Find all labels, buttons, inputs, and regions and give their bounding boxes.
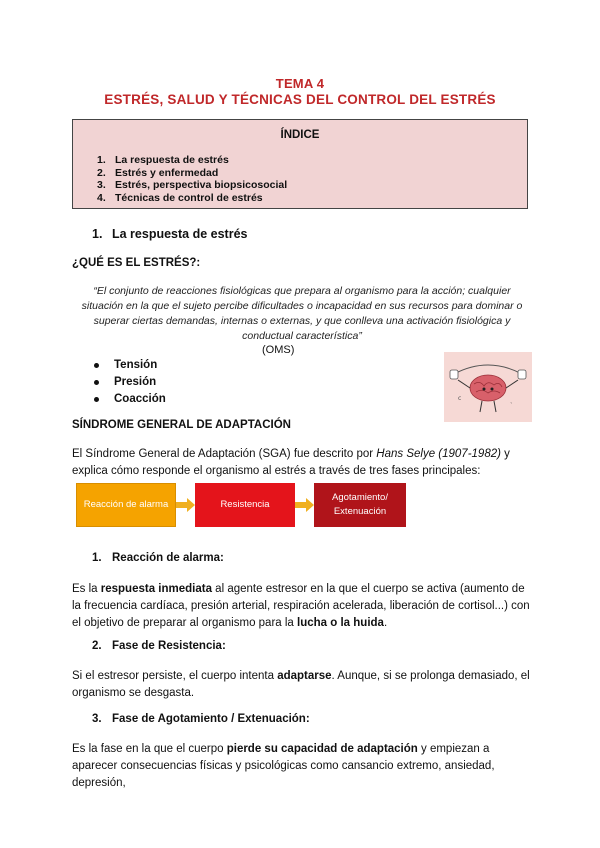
tema-label: TEMA 4 (275, 76, 325, 91)
section-heading: 1. La respuesta de estrés (92, 227, 248, 241)
phase-heading: 2. Fase de Resistencia: (92, 640, 226, 652)
svg-text:ˎ: ˎ (510, 397, 513, 404)
phase-description: Es la respuesta inmediata al agente estresor en la que el cuerpo se activa (aumento de la frecuencia cardíaca, presión arterial, respiración acelerada, liberación de cortisol...) con el objetivo de preparar al organismo para la lucha o la huida. (72, 583, 530, 629)
sga-intro: El Síndrome General de Adaptación (SGA) fue descrito por Hans Selye (1907-1982) y explica cómo responde el organismo al estrés a través de tres fases principales: (72, 448, 510, 477)
question-heading: ¿QUÉ ES EL ESTRÉS?: (72, 257, 201, 269)
list-item: Tensión (92, 357, 166, 374)
quote-source: (OMS) (262, 344, 295, 356)
page-title: ESTRÉS, SALUD Y TÉCNICAS DEL CONTROL DEL ESTRÉS (104, 92, 496, 107)
index-item: 3. Estrés, perspectiva biopsicosocial (97, 179, 288, 191)
list-item: Presión (92, 374, 166, 391)
svg-text:ⅽ: ⅽ (458, 395, 462, 402)
brain-icon (444, 352, 532, 422)
stress-bullets (92, 357, 166, 408)
flow-step-resistance: Resistencia (195, 483, 295, 527)
phase-description: Si el estresor persiste, el cuerpo intenta adaptarse. Aunque, si se prolonga demasiado, el organismo se desgasta. (72, 670, 530, 699)
arrow-right-icon (295, 498, 315, 512)
index-title: ÍNDICE (280, 129, 320, 141)
index-item: 4. Técnicas de control de estrés (97, 191, 263, 204)
sga-heading: SÍNDROME GENERAL DE ADAPTACIÓN (72, 419, 291, 431)
phase-description: Es la fase en la que el cuerpo pierde su capacidad de adaptación y empiezan a aparecer consecuencias físicas y psicológicas como cansancio extremo, ansiedad, depresión, (72, 743, 495, 789)
phase-heading: 1. Reacción de alarma: (92, 552, 224, 564)
flow-step-exhaustion: Agotamiento/ Extenuación (314, 483, 406, 527)
arrow-right-icon (176, 498, 196, 512)
index-box (72, 119, 528, 209)
index-list (97, 154, 287, 204)
stress-definition-quote: “El conjunto de reacciones fisiológicas que prepara al organismo para la acción; cualquier situación en la que el sujeto percibe dificultades o incapacidad en sus recursos para dominar o superar ciertas demandas, internas o externas, y que conlleva una activación fisiológica y conductual característica” (81, 285, 523, 342)
stressed-brain-illustration (444, 352, 532, 422)
list-item: Coacción (92, 391, 166, 408)
index-item: 1. La respuesta de estrés (97, 154, 229, 166)
index-item: 2. Estrés y enfermedad (97, 166, 219, 179)
flow-step-alarm: Reacción de alarma (76, 483, 176, 527)
phase-heading: 3. Fase de Agotamiento / Extenuación: (92, 713, 310, 725)
